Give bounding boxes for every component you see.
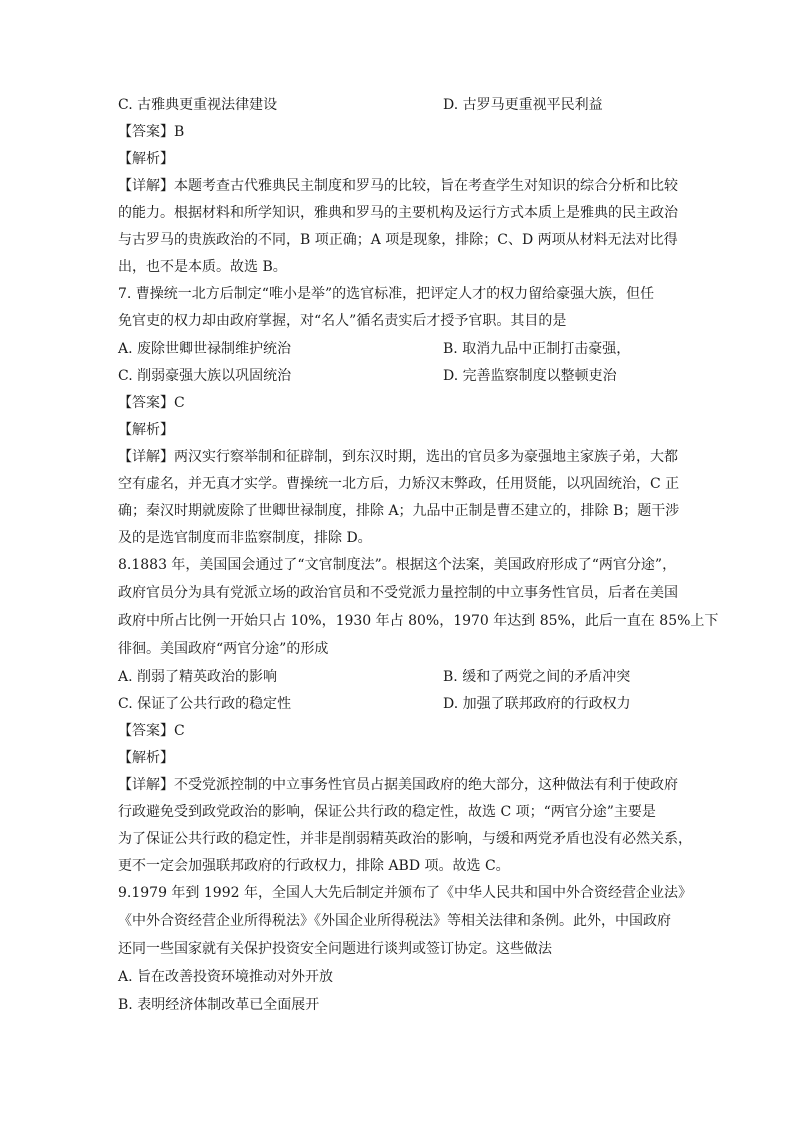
- q7-stem-line: 免官吏的权力却由政府掌握，对“名人”循名责实后才授予官职。其目的是: [118, 313, 567, 329]
- q8-stem-line: 政府中所占比例一开始只占 10%，1930 年占 80%，1970 年达到 85%，此后一直在 85%上下: [118, 613, 719, 629]
- q8-stem-line: 8.1883 年，美国国会通过了“文官制度法”。根据这个法案，美国政府形成了“两官分途”，: [118, 557, 677, 573]
- q8-option-d: D. 加强了联邦政府的行政权力: [443, 696, 631, 712]
- q8-option-c: C. 保证了公共行政的稳定性: [118, 696, 292, 712]
- q6-answer: 【答案】B: [118, 124, 185, 140]
- q7-option-d: D. 完善监察制度以整顿吏治: [443, 368, 617, 384]
- q7-detail-line: 及的是选官制度而非监察制度，排除 D。: [118, 530, 372, 546]
- q6-option-c: C. 古雅典更重视法律建设: [118, 97, 278, 113]
- q8-detail-line: 行政避免受到政党政治的影响，保证公共行政的稳定性，故选 C 项；“两官分途”主要是: [118, 804, 656, 820]
- q7-answer: 【答案】C: [118, 395, 185, 411]
- q8-option-a: A. 削弱了精英政治的影响: [118, 669, 278, 685]
- q8-detail-line: 为了保证公共行政的稳定性，并非是削弱精英政治的影响，与缓和两党矛盾也没有必然关系，: [118, 831, 692, 847]
- q8-option-b: B. 缓和了两党之间的矛盾冲突: [443, 669, 631, 685]
- q7-detail-line: 确；秦汉时期就废除了世卿世禄制度，排除 A；九品中正制是曹丕建立的，排除 B；题干涉: [118, 503, 680, 519]
- q7-stem-line: 7. 曹操统一北方后制定“唯小是举”的选官标准，把评定人才的权力留给豪强大族，但任: [118, 286, 655, 302]
- q8-stem-line: 政府官员分为具有党派立场的政治官员和不受党派力量控制的中立事务性官员，后者在美国: [118, 585, 678, 601]
- q6-analysis-label: 【解析】: [118, 151, 174, 167]
- q9-option-b: B. 表明经济体制改革已全面展开: [118, 997, 320, 1013]
- q9-stem-line: 《中外合资经营企业所得税法》《外国企业所得税法》等相关法律和条例。此外，中国政府: [118, 913, 671, 929]
- q7-option-b: B. 取消九品中正制打击豪强，: [443, 341, 631, 357]
- q7-option-c: C. 削弱豪强大族以巩固统治: [118, 368, 292, 384]
- q6-detail-line: 出，也不是本质。故选 B。: [118, 259, 287, 275]
- q6-option-d: D. 古罗马更重视平民利益: [443, 97, 603, 113]
- q6-detail-line: 的能力。根据材料和所学知识，雅典和罗马的主要机构及运行方式本质上是雅典的民主政治: [118, 205, 678, 221]
- q9-stem-line: 9.1979 年到 1992 年，全国人大先后制定并颁布了《中华人民共和国中外合资经营企业法》: [118, 885, 692, 901]
- q9-stem-line: 还同一些国家就有关保护投资安全问题进行谈判或签订协定。这些做法: [118, 941, 552, 957]
- q6-detail-line: 与古罗马的贵族政治的不同，B 项正确；A 项是现象，排除；C、D 两项从材料无法对比得: [118, 232, 678, 248]
- q7-analysis-label: 【解析】: [118, 422, 174, 438]
- q7-detail-line: 【详解】两汉实行察举制和征辟制，到东汉时期，选出的官员多为豪强地主家族子弟，大都: [118, 449, 678, 465]
- q8-detail-line: 【详解】不受党派控制的中立事务性官员占据美国政府的绝大部分，这种做法有利于使政府: [118, 777, 678, 793]
- q8-stem-line: 徘徊。美国政府“两官分途”的形成: [118, 641, 329, 657]
- q8-analysis-label: 【解析】: [118, 750, 174, 766]
- q7-option-a: A. 废除世卿世禄制维护统治: [118, 341, 292, 357]
- q7-detail-line: 空有虚名，并无真才实学。曹操统一北方后，力矫汉末弊政，任用贤能，以巩固统治，C 正: [118, 476, 680, 492]
- q8-detail-line: 更不一定会加强联邦政府的行政权力，排除 ABD 项。故选 C。: [118, 858, 510, 874]
- q8-answer: 【答案】C: [118, 723, 185, 739]
- q9-option-a: A. 旨在改善投资环境推动对外开放: [118, 969, 334, 985]
- q6-detail-line: 【详解】本题考查古代雅典民主制度和罗马的比较，旨在考查学生对知识的综合分析和比较: [118, 178, 678, 194]
